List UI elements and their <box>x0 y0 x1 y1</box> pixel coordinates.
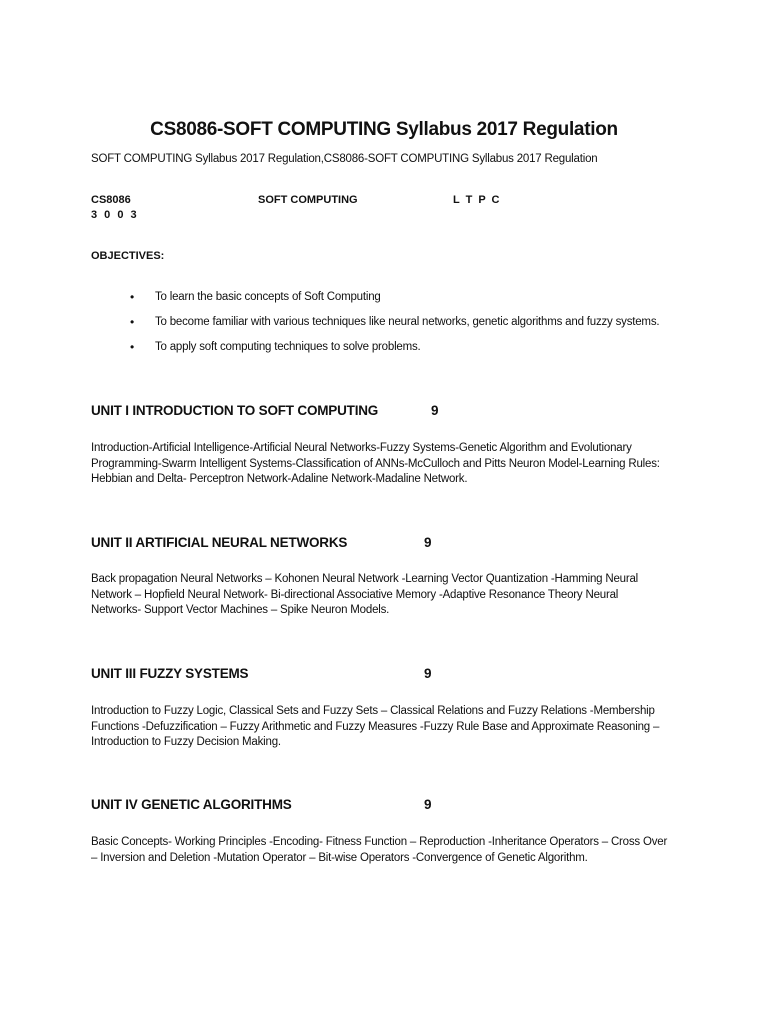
unit-3-line: Introduction to Fuzzy Logic, Classical Sets and Fuzzy Sets – Classical Relations and Fuzzy Relations -Membership <box>91 705 655 717</box>
page-title: CS8086-SOFT COMPUTING Syllabus 2017 Regulation <box>150 119 618 140</box>
bullet-icon: • <box>130 340 135 354</box>
bullet-icon: • <box>130 290 135 304</box>
unit-4-description <box>91 835 691 866</box>
objective-text: To apply soft computing techniques to solve problems. <box>155 341 421 353</box>
unit-1-line: Hebbian and Delta- Perceptron Network-Adaline Network-Madaline Network. <box>91 473 468 485</box>
course-code: CS8086 <box>91 194 131 206</box>
unit-2-line: Back propagation Neural Networks – Kohonen Neural Network -Learning Vector Quantization -Hamming Neural <box>91 573 639 585</box>
unit-2-title: UNIT II ARTIFICIAL NEURAL NETWORKS <box>91 535 348 550</box>
unit-3-line: Introduction to Fuzzy Decision Making. <box>91 736 281 748</box>
page-subtitle: SOFT COMPUTING Syllabus 2017 Regulation,CS8086-SOFT COMPUTING Syllabus 2017 Regulation <box>91 153 598 165</box>
objective-text: To learn the basic concepts of Soft Computing <box>155 291 381 303</box>
unit-4-title: UNIT IV GENETIC ALGORITHMS <box>91 797 292 812</box>
unit-1-title: UNIT I INTRODUCTION TO SOFT COMPUTING <box>91 403 379 418</box>
unit-2-description <box>91 572 691 619</box>
unit-4-hours: 9 <box>424 797 432 812</box>
unit-2-line: Networks- Support Vector Machines – Spike Neuron Models. <box>91 604 390 616</box>
ltpc-header: L T P C <box>453 194 501 206</box>
course-name: SOFT COMPUTING <box>258 194 358 206</box>
unit-1-line: Introduction-Artificial Intelligence-Artificial Neural Networks-Fuzzy Systems-Genetic Algorithm and Evolutionary <box>91 442 632 454</box>
unit-1-hours: 9 <box>431 403 439 418</box>
unit-1-line: Programming-Swarm Intelligent Systems-Classification of ANNs-McCulloch and Pitts Neuron Model-Learning Rules: <box>91 457 660 470</box>
list-item <box>130 316 659 341</box>
objectives-heading: OBJECTIVES: <box>91 250 165 262</box>
unit-3-hours: 9 <box>424 666 432 681</box>
bullet-icon: • <box>130 315 135 329</box>
unit-4-line: – Inversion and Deletion -Mutation Operator – Bit-wise Operators -Convergence of Genetic Algorithm. <box>91 851 588 864</box>
list-item <box>130 291 659 316</box>
unit-3-line: Functions -Defuzzification – Fuzzy Arithmetic and Fuzzy Measures -Fuzzy Rule Base and Approximate Reasoning – <box>91 720 660 733</box>
course-credits: 3 0 0 3 <box>91 209 139 221</box>
unit-1-description <box>91 441 691 488</box>
objectives-list <box>130 291 659 366</box>
objective-text: To become familiar with various techniques like neural networks, genetic algorithms and fuzzy systems. <box>155 316 660 328</box>
list-item <box>130 341 659 366</box>
unit-4-line: Basic Concepts- Working Principles -Encoding- Fitness Function – Reproduction -Inheritance Operators – Cross Over <box>91 836 668 848</box>
unit-2-hours: 9 <box>424 535 432 550</box>
unit-3-title: UNIT III FUZZY SYSTEMS <box>91 666 249 681</box>
unit-2-line: Network – Hopfield Neural Network- Bi-directional Associative Memory -Adaptive Resonance Theory Neural <box>91 588 619 601</box>
unit-3-description <box>91 704 691 751</box>
